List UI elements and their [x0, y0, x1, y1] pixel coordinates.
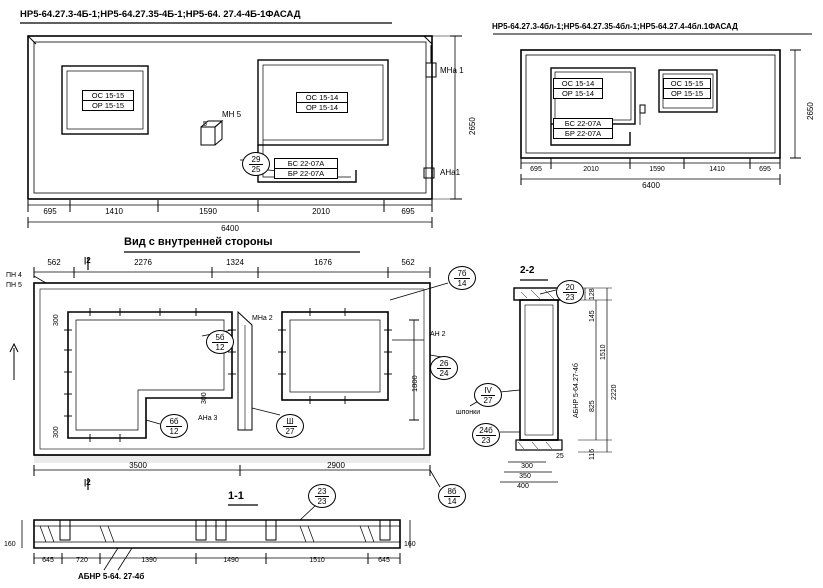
callout-bottom: 27: [483, 395, 493, 405]
section-22-dim-300: 300: [521, 463, 533, 470]
section-11-title: 1-1: [228, 490, 244, 502]
section-11-dim-160-right: 160: [404, 541, 416, 548]
facade-right-dim-695a: 695: [530, 166, 542, 173]
section-11-dim-160-left: 160: [4, 541, 16, 548]
callout-top: 8б: [444, 487, 459, 497]
inner-an2-label: АН 2: [430, 331, 446, 338]
callout-iv-27: [474, 383, 502, 407]
tag-top: ОС 15-15: [664, 79, 710, 89]
callout-29-25: [242, 152, 270, 176]
tag-bottom: БР 22-07А: [564, 129, 602, 138]
shponki-label: шпонки: [456, 409, 481, 416]
callout-top: 29: [249, 155, 264, 165]
callout-5b-12: [206, 330, 234, 354]
callout-sh-27: [276, 414, 304, 438]
inner-dim-300c: 300: [201, 392, 208, 404]
callout-top: 23: [315, 487, 330, 497]
facade-left-dim-total: 6400: [221, 224, 239, 233]
section-11-dim-645a: 645: [42, 557, 54, 564]
section-11-dim-1510: 1510: [309, 557, 325, 564]
callout-24b-23: [472, 423, 500, 447]
facade-right-bs-tag: [553, 118, 613, 139]
inner-dim-3500: 3500: [129, 461, 147, 470]
section-22-dim-25: 25: [556, 453, 564, 460]
section-22-dim-116: 116: [589, 448, 596, 460]
inner-dim-2276: 2276: [134, 258, 152, 267]
tag-bottom: ОР 15-14: [561, 89, 595, 98]
section-22-title: 2-2: [520, 265, 535, 276]
callout-top: 6б: [166, 417, 181, 427]
tag-bottom: ОР 15-14: [305, 103, 339, 112]
callout-top: 7б: [454, 269, 469, 279]
facade-right-dim-total: 6400: [642, 181, 660, 190]
section-22-dim-128: 128: [589, 288, 596, 300]
inner-ana3-label: АНа 3: [198, 415, 218, 422]
tag-top: ОС 15-14: [297, 93, 347, 103]
facade-left-mna1-label: МНа 1: [440, 66, 464, 75]
inner-view-mark-12-top: |2: [84, 256, 91, 265]
facade-left-dim-1410: 1410: [105, 207, 123, 216]
facade-right-title: НР5-64.27.3-4бл-1;НР5-64.27.35-4бл-1;НР5-64.27.4-4бл.1ФАСАД: [492, 22, 738, 31]
inner-view-mark-12-bottom: |2: [84, 478, 91, 487]
callout-bottom: 14: [447, 496, 457, 506]
facade-left-window-right-tag: [296, 92, 348, 113]
tag-bottom: ОР 15-15: [91, 101, 125, 110]
inner-dim-300a: 300: [53, 314, 60, 326]
callout-bottom: 23: [481, 435, 491, 445]
inner-dim-562a: 562: [47, 258, 61, 267]
facade-right-window-left-tag: [553, 78, 603, 99]
section-11-dim-1390: 1390: [141, 557, 157, 564]
inner-view-pn5-label: ПН 5: [6, 282, 22, 289]
callout-6b-12: [160, 414, 188, 438]
callout-top: 5б: [212, 333, 227, 343]
facade-right-dim-695b: 695: [759, 166, 771, 173]
tag-bottom: БР 22-07А: [287, 169, 325, 178]
tag-bottom: ОР 15-15: [670, 89, 704, 98]
callout-bottom: 12: [215, 342, 225, 352]
facade-left-mn5-number: 5: [203, 121, 207, 128]
callout-bottom: 12: [169, 426, 179, 436]
callout-8b-14: [438, 484, 466, 508]
inner-dim-562b: 562: [401, 258, 415, 267]
tag-top: ОС 15-15: [83, 91, 133, 101]
callout-top: 26: [437, 359, 452, 369]
section-11-bottom-label: АБНР 5-64. 27-4б: [78, 572, 145, 581]
callout-top: Ш: [283, 417, 296, 427]
callout-23-23: [308, 484, 336, 508]
facade-left-dim-695b: 695: [401, 207, 415, 216]
inner-dim-1676: 1676: [314, 258, 332, 267]
callout-bottom: 27: [285, 426, 295, 436]
facade-left-ana1-label: АНа1: [440, 168, 461, 177]
facade-left-bs-tag: [274, 158, 338, 179]
callout-26-24: [430, 356, 458, 380]
facade-left-dim-height: 2650: [468, 117, 477, 135]
facade-right-dim-height: 2650: [806, 102, 815, 120]
callout-top: 24б: [476, 426, 495, 436]
facade-left-dim-2010: 2010: [312, 207, 330, 216]
tag-top: БС 22-07А: [554, 119, 612, 129]
section-22-dim-400: 400: [517, 483, 529, 490]
inner-dim-1800: 1800: [410, 375, 419, 392]
inner-mna2-label: МНа 2: [252, 315, 273, 322]
callout-bottom: 23: [317, 496, 327, 506]
section-22-dim-825: 825: [589, 400, 596, 412]
section-22-dim-350: 350: [519, 473, 531, 480]
inner-dim-2900: 2900: [327, 461, 345, 470]
inner-dim-1324: 1324: [226, 258, 244, 267]
callout-top: 20: [563, 283, 578, 293]
section-22-vertical-label: АБНР 5-64.27-4б: [573, 363, 580, 418]
section-11-dim-1490: 1490: [223, 557, 239, 564]
facade-left-mn5-label: МН 5: [222, 110, 242, 119]
facade-left-dim-695a: 695: [43, 207, 57, 216]
callout-20-23: [556, 280, 584, 304]
facade-right-window-right-tag: [663, 78, 711, 99]
facade-right-dim-1590: 1590: [649, 166, 665, 173]
inner-view-pn4-label: ПН 4: [6, 272, 22, 279]
section-11-dim-720: 720: [76, 557, 88, 564]
inner-dim-300b: 300: [53, 426, 60, 438]
facade-left-window-left-tag: [82, 90, 134, 111]
callout-bottom: 23: [565, 292, 575, 302]
section-11-dim-645b: 645: [378, 557, 390, 564]
facade-left-title: НР5-64.27.3-4Б-1;НР5-64.27.35-4Б-1;НР5-64. 27.4-4Б-1ФАСАД: [20, 9, 301, 20]
callout-bottom: 14: [457, 278, 467, 288]
section-22-dim-145: 145: [589, 310, 596, 322]
callout-bottom: 25: [251, 164, 261, 174]
section-22-dim-2220: 2220: [611, 384, 618, 400]
section-22-dim-1510: 1510: [600, 344, 607, 360]
facade-left-dim-1590: 1590: [199, 207, 217, 216]
tag-top: ОС 15-14: [554, 79, 602, 89]
callout-bottom: 24: [439, 368, 449, 378]
facade-right-dim-1410: 1410: [709, 166, 725, 173]
tag-top: БС 22-07А: [275, 159, 337, 169]
callout-7b-14: [448, 266, 476, 290]
inner-view-title: Вид с внутренней стороны: [124, 236, 273, 248]
facade-right-dim-2010: 2010: [583, 166, 599, 173]
callout-top: IV: [481, 386, 495, 396]
